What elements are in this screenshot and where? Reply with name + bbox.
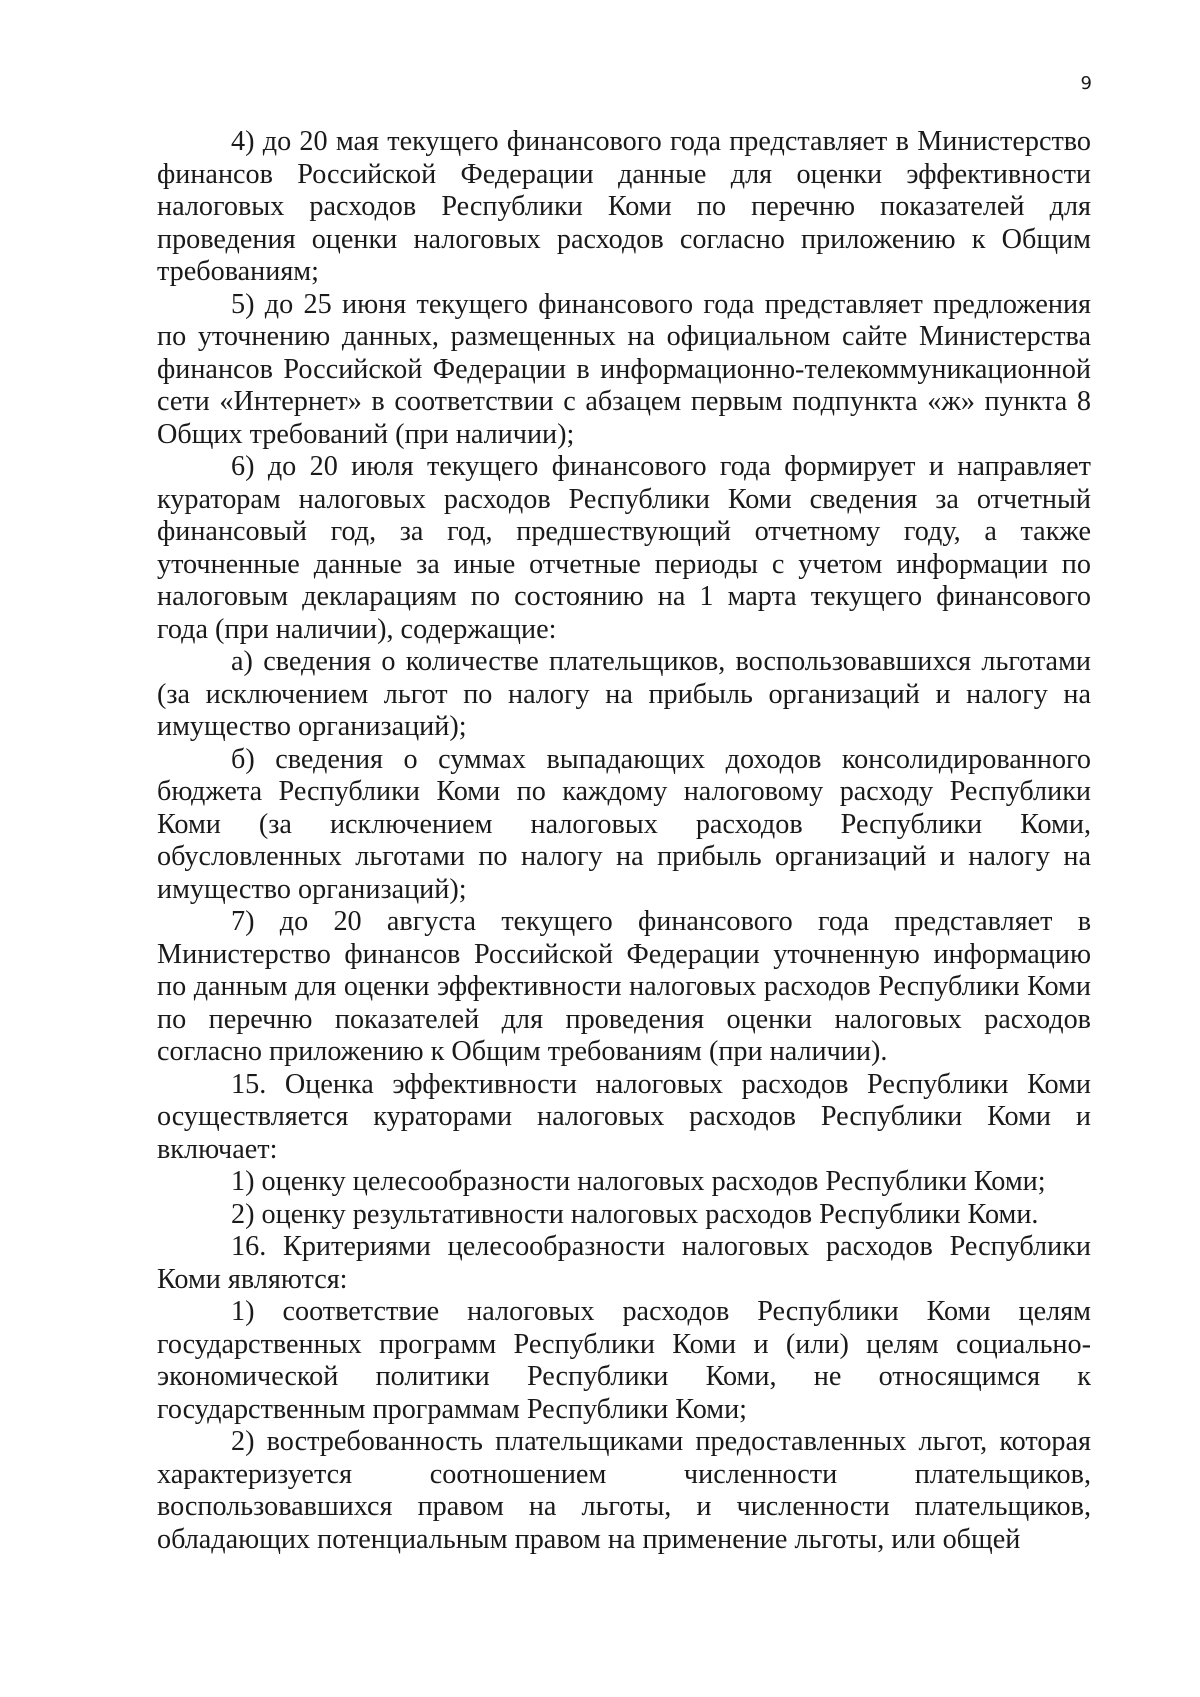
paragraph-subitem-b: б) сведения о суммах выпадающих доходов консолидированного бюджета Республики Коми по каждому налоговому расходу Республики Коми (за исключением налоговых расходов Республики Коми, обусловленных льготами по налогу на прибыль организаций и налогу на имущество организаций); (157, 743, 1091, 905)
paragraph-item-4: 4) до 20 мая текущего финансового года представляет в Министерство финансов Российской Федерации данные для оценки эффективности налоговых расходов Республики Коми по перечню показателей для проведения оценки налоговых расходов согласно приложению к Общим требованиям; (157, 126, 1091, 287)
paragraph-clause-15-item-1: 1) оценку целесообразности налоговых расходов Республики Коми; (231, 1166, 1046, 1197)
paragraph-clause-16-item-1: 1) соответствие налоговых расходов Республики Коми целям государственных программ Республики Коми и (или) целям социально-экономической политики Республики Коми, не относящимся к государственным программам Республики Коми; (157, 1296, 1091, 1425)
paragraph-clause-15-item-2: 2) оценку результативности налоговых расходов Республики Коми. (231, 1198, 1039, 1230)
paragraph-subitem-a: а) сведения о количестве плательщиков, воспользовавшихся льготами (за исключением льгот по налогу на прибыль организаций и налогу на имущество организаций); (157, 646, 1091, 742)
paragraph-item-7: 7) до 20 августа текущего финансового года представляет в Министерство финансов Российской Федерации уточненную информацию по данным для оценки эффективности налоговых расходов Республики Коми по перечню показателей для проведения оценки налоговых расходов согласно приложению к Общим требованиям (при наличии). (157, 906, 1091, 1067)
paragraph-clause-16-item-2: 2) востребованность плательщиками предоставленных льгот, которая характеризуется соотношением численности плательщиков, воспользовавшихся правом на льготы, и численности плательщиков, обладающих потенциальным правом на применение льготы, или общей (157, 1426, 1091, 1555)
document-body (157, 126, 1091, 1556)
paragraph-item-6: 6) до 20 июля текущего финансового года формирует и направляет кураторам налоговых расходов Республики Коми сведения за отчетный финансовый год, за год, предшествующий отчетному году, а также уточненные данные за иные отчетные периоды с учетом информации по налоговым декларациям по состоянию на 1 марта текущего финансового года (при наличии), содержащие: (157, 451, 1091, 645)
paragraph-clause-16: 16. Критериями целесообразности налоговых расходов Республики Коми являются: (157, 1231, 1091, 1295)
page-number: 9 (1080, 73, 1092, 94)
paragraph-clause-15: 15. Оценка эффективности налоговых расходов Республики Коми осуществляется кураторами налоговых расходов Республики Коми и включает: (157, 1068, 1091, 1165)
paragraph-item-5: 5) до 25 июня текущего финансового года представляет предложения по уточнению данных, размещенных на официальном сайте Министерства финансов Российской Федерации в информационно-телекоммуникационной сети «Интернет» в соответствии с абзацем первым подпункта «ж» пункта 8 Общих требований (при наличии); (157, 288, 1091, 450)
